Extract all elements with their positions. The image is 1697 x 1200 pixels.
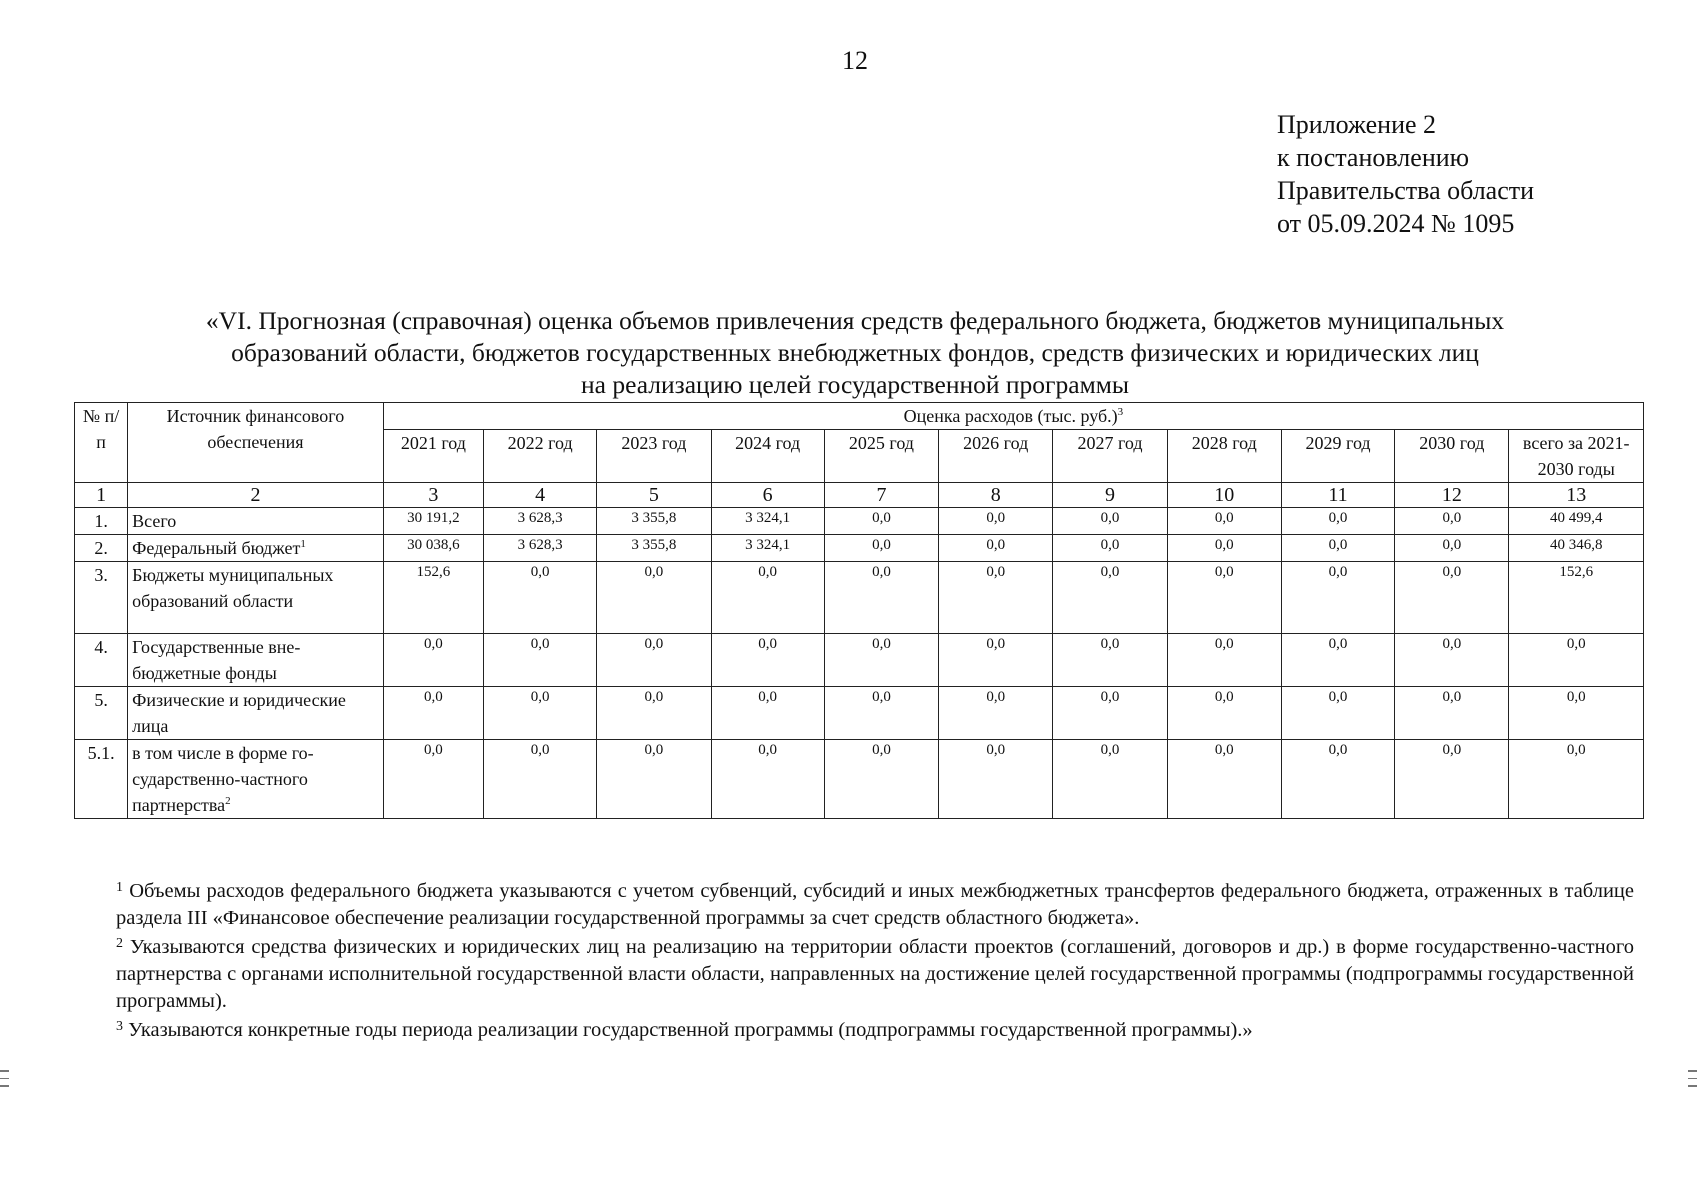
value-cell: 3 324,1: [711, 508, 824, 535]
value-cell: 3 324,1: [711, 535, 824, 562]
appendix-line: от 05.09.2024 № 1095: [1277, 209, 1515, 238]
column-number: 12: [1395, 483, 1509, 508]
table-row: [75, 508, 1644, 535]
value-cell: 0,0: [1509, 634, 1644, 687]
value-cell: 0,0: [1053, 687, 1167, 740]
title-line: «VI. Прогнозная (справочная) оценка объемов привлечения средств федерального бюджета, бюджетов муниципальных: [205, 306, 1505, 335]
value-cell: 0,0: [1167, 562, 1281, 634]
budget-table: [74, 402, 1644, 819]
header-year: 2026 год: [939, 430, 1053, 483]
table-row: [75, 740, 1644, 819]
header-year: 2025 год: [824, 430, 938, 483]
table-column-numbers-row: [75, 483, 1644, 508]
value-cell: 152,6: [383, 562, 483, 634]
header-num: № п/п: [75, 403, 128, 483]
row-source: [128, 740, 384, 819]
left-edge-mark: [0, 1070, 9, 1093]
value-cell: 3 355,8: [597, 508, 711, 535]
row-source: [128, 508, 384, 535]
value-cell: 30 038,6: [383, 535, 483, 562]
value-cell: 0,0: [1281, 535, 1394, 562]
value-cell: 0,0: [824, 740, 938, 819]
value-cell: 0,0: [383, 634, 483, 687]
value-cell: 0,0: [1167, 740, 1281, 819]
footnote-mark: 2: [116, 936, 123, 951]
value-cell: 152,6: [1509, 562, 1644, 634]
value-cell: 0,0: [824, 535, 938, 562]
page-number: 12: [842, 46, 868, 75]
value-cell: 0,0: [483, 634, 596, 687]
header-year: 2030 год: [1395, 430, 1509, 483]
value-cell: 0,0: [1053, 535, 1167, 562]
row-source-text: в том числе в форме государственно-частного партнерства: [132, 743, 314, 815]
value-cell: 0,0: [1509, 740, 1644, 819]
header-estimate-footnote: 3: [1117, 406, 1124, 418]
header-source: Источник финансового обеспечения: [128, 403, 384, 483]
value-cell: 0,0: [1281, 740, 1394, 819]
header-year: 2022 год: [483, 430, 596, 483]
value-cell: 0,0: [824, 508, 938, 535]
header-estimate: [383, 403, 1643, 430]
value-cell: 0,0: [1281, 634, 1394, 687]
value-cell: 40 346,8: [1509, 535, 1644, 562]
table-header-row: [75, 403, 1644, 430]
row-source-text: Государственные внебюджетные фонды: [132, 637, 301, 683]
value-cell: 40 499,4: [1509, 508, 1644, 535]
value-cell: 0,0: [1395, 740, 1509, 819]
row-source: [128, 687, 384, 740]
footnote-mark: 3: [116, 1019, 123, 1034]
value-cell: 0,0: [1167, 508, 1281, 535]
header-year: 2021 год: [383, 430, 483, 483]
value-cell: 0,0: [1395, 634, 1509, 687]
value-cell: 0,0: [1053, 562, 1167, 634]
footnote: [116, 878, 1634, 932]
header-year: 2024 год: [711, 430, 824, 483]
column-number: 9: [1053, 483, 1167, 508]
row-number: 4.: [75, 634, 128, 687]
value-cell: 0,0: [383, 687, 483, 740]
value-cell: 0,0: [1053, 508, 1167, 535]
column-number: 11: [1281, 483, 1394, 508]
column-number: 8: [939, 483, 1053, 508]
header-estimate-text: Оценка расходов (тыс. руб.): [903, 406, 1118, 426]
row-source: [128, 535, 384, 562]
row-source: [128, 634, 384, 687]
value-cell: 0,0: [824, 562, 938, 634]
value-cell: 0,0: [1281, 508, 1394, 535]
value-cell: 0,0: [1167, 634, 1281, 687]
right-edge-mark: [1688, 1070, 1697, 1093]
column-number: 6: [711, 483, 824, 508]
title-line: на реализацию целей государственной программы: [581, 370, 1129, 399]
footnote: [116, 1017, 1634, 1044]
row-source-text: Федеральный бюджет: [132, 538, 301, 558]
footnote-mark: 1: [116, 880, 123, 895]
row-source-footnote: 2: [225, 795, 231, 807]
value-cell: 0,0: [1395, 508, 1509, 535]
appendix-line: Правительства области: [1277, 176, 1535, 205]
header-year: 2027 год: [1053, 430, 1167, 483]
header-year: 2028 год: [1167, 430, 1281, 483]
value-cell: 0,0: [711, 740, 824, 819]
footnote-text: Указываются средства физических и юридических лиц на реализацию на территории области проектов (соглашений, договоров и др.) в форме государственно-частного партнерства с органами исполнительной государственной власти области, направленных на достижение целей государственной программы (подпрограммы государственной программы).: [116, 936, 1634, 1012]
value-cell: 0,0: [483, 687, 596, 740]
footnote-text: Указываются конкретные годы периода реализации государственной программы (подпрограммы государственной программы).»: [128, 1019, 1253, 1041]
value-cell: 0,0: [1281, 562, 1394, 634]
value-cell: 0,0: [597, 740, 711, 819]
row-source-footnote: 1: [300, 538, 306, 550]
value-cell: 0,0: [1167, 687, 1281, 740]
value-cell: 0,0: [597, 562, 711, 634]
value-cell: 3 628,3: [483, 535, 596, 562]
value-cell: 0,0: [597, 634, 711, 687]
value-cell: 0,0: [597, 687, 711, 740]
value-cell: 0,0: [939, 535, 1053, 562]
header-year: 2029 год: [1281, 430, 1394, 483]
value-cell: 0,0: [1053, 634, 1167, 687]
value-cell: 0,0: [1395, 687, 1509, 740]
footnotes: [116, 878, 1634, 1044]
appendix-line: к постановлению: [1277, 143, 1470, 172]
value-cell: 0,0: [939, 562, 1053, 634]
header-year: 2023 год: [597, 430, 711, 483]
value-cell: 0,0: [383, 740, 483, 819]
footnote-text: Объемы расходов федерального бюджета указываются с учетом субвенций, субсидий и иных межбюджетных трансфертов федерального бюджета, отраженных в таблице раздела III «Финансовое обеспечение реализации государственной программы за счет средств областного бюджета».: [116, 880, 1635, 929]
row-source-text: Физические и юридические лица: [132, 690, 346, 736]
column-number: 4: [483, 483, 596, 508]
value-cell: 0,0: [824, 634, 938, 687]
column-number: 1: [75, 483, 128, 508]
row-number: 5.: [75, 687, 128, 740]
value-cell: 0,0: [483, 562, 596, 634]
value-cell: 0,0: [824, 687, 938, 740]
value-cell: 0,0: [939, 508, 1053, 535]
column-number: 13: [1509, 483, 1644, 508]
table-row: [75, 634, 1644, 687]
value-cell: 0,0: [939, 687, 1053, 740]
appendix-line: Приложение 2: [1277, 110, 1437, 139]
value-cell: 3 628,3: [483, 508, 596, 535]
value-cell: 0,0: [711, 687, 824, 740]
value-cell: 0,0: [1509, 687, 1644, 740]
column-number: 7: [824, 483, 938, 508]
row-source-text: Всего: [132, 511, 177, 531]
header-year: всего за 2021-2030 годы: [1509, 430, 1644, 483]
column-number: 2: [128, 483, 384, 508]
row-number: 5.1.: [75, 740, 128, 819]
value-cell: 3 355,8: [597, 535, 711, 562]
column-number: 10: [1167, 483, 1281, 508]
title-line: образований области, бюджетов государственных внебюджетных фондов, средств физических и юридических лиц: [231, 338, 1479, 367]
value-cell: 0,0: [1395, 562, 1509, 634]
value-cell: 0,0: [1053, 740, 1167, 819]
value-cell: 0,0: [1281, 687, 1394, 740]
value-cell: 0,0: [939, 740, 1053, 819]
column-number: 3: [383, 483, 483, 508]
row-number: 2.: [75, 535, 128, 562]
table-row: [75, 562, 1644, 634]
row-number: 1.: [75, 508, 128, 535]
value-cell: 0,0: [939, 634, 1053, 687]
table-row: [75, 535, 1644, 562]
value-cell: 0,0: [711, 634, 824, 687]
value-cell: 0,0: [1167, 535, 1281, 562]
value-cell: 0,0: [483, 740, 596, 819]
footnote: [116, 934, 1634, 1015]
row-source-text: Бюджеты муниципальных образований области: [132, 565, 334, 611]
value-cell: 30 191,2: [383, 508, 483, 535]
row-number: 3.: [75, 562, 128, 634]
value-cell: 0,0: [711, 562, 824, 634]
appendix-block: [1277, 108, 1534, 240]
value-cell: 0,0: [1395, 535, 1509, 562]
document-title: [70, 305, 1640, 401]
row-source: [128, 562, 384, 634]
table-row: [75, 687, 1644, 740]
column-number: 5: [597, 483, 711, 508]
